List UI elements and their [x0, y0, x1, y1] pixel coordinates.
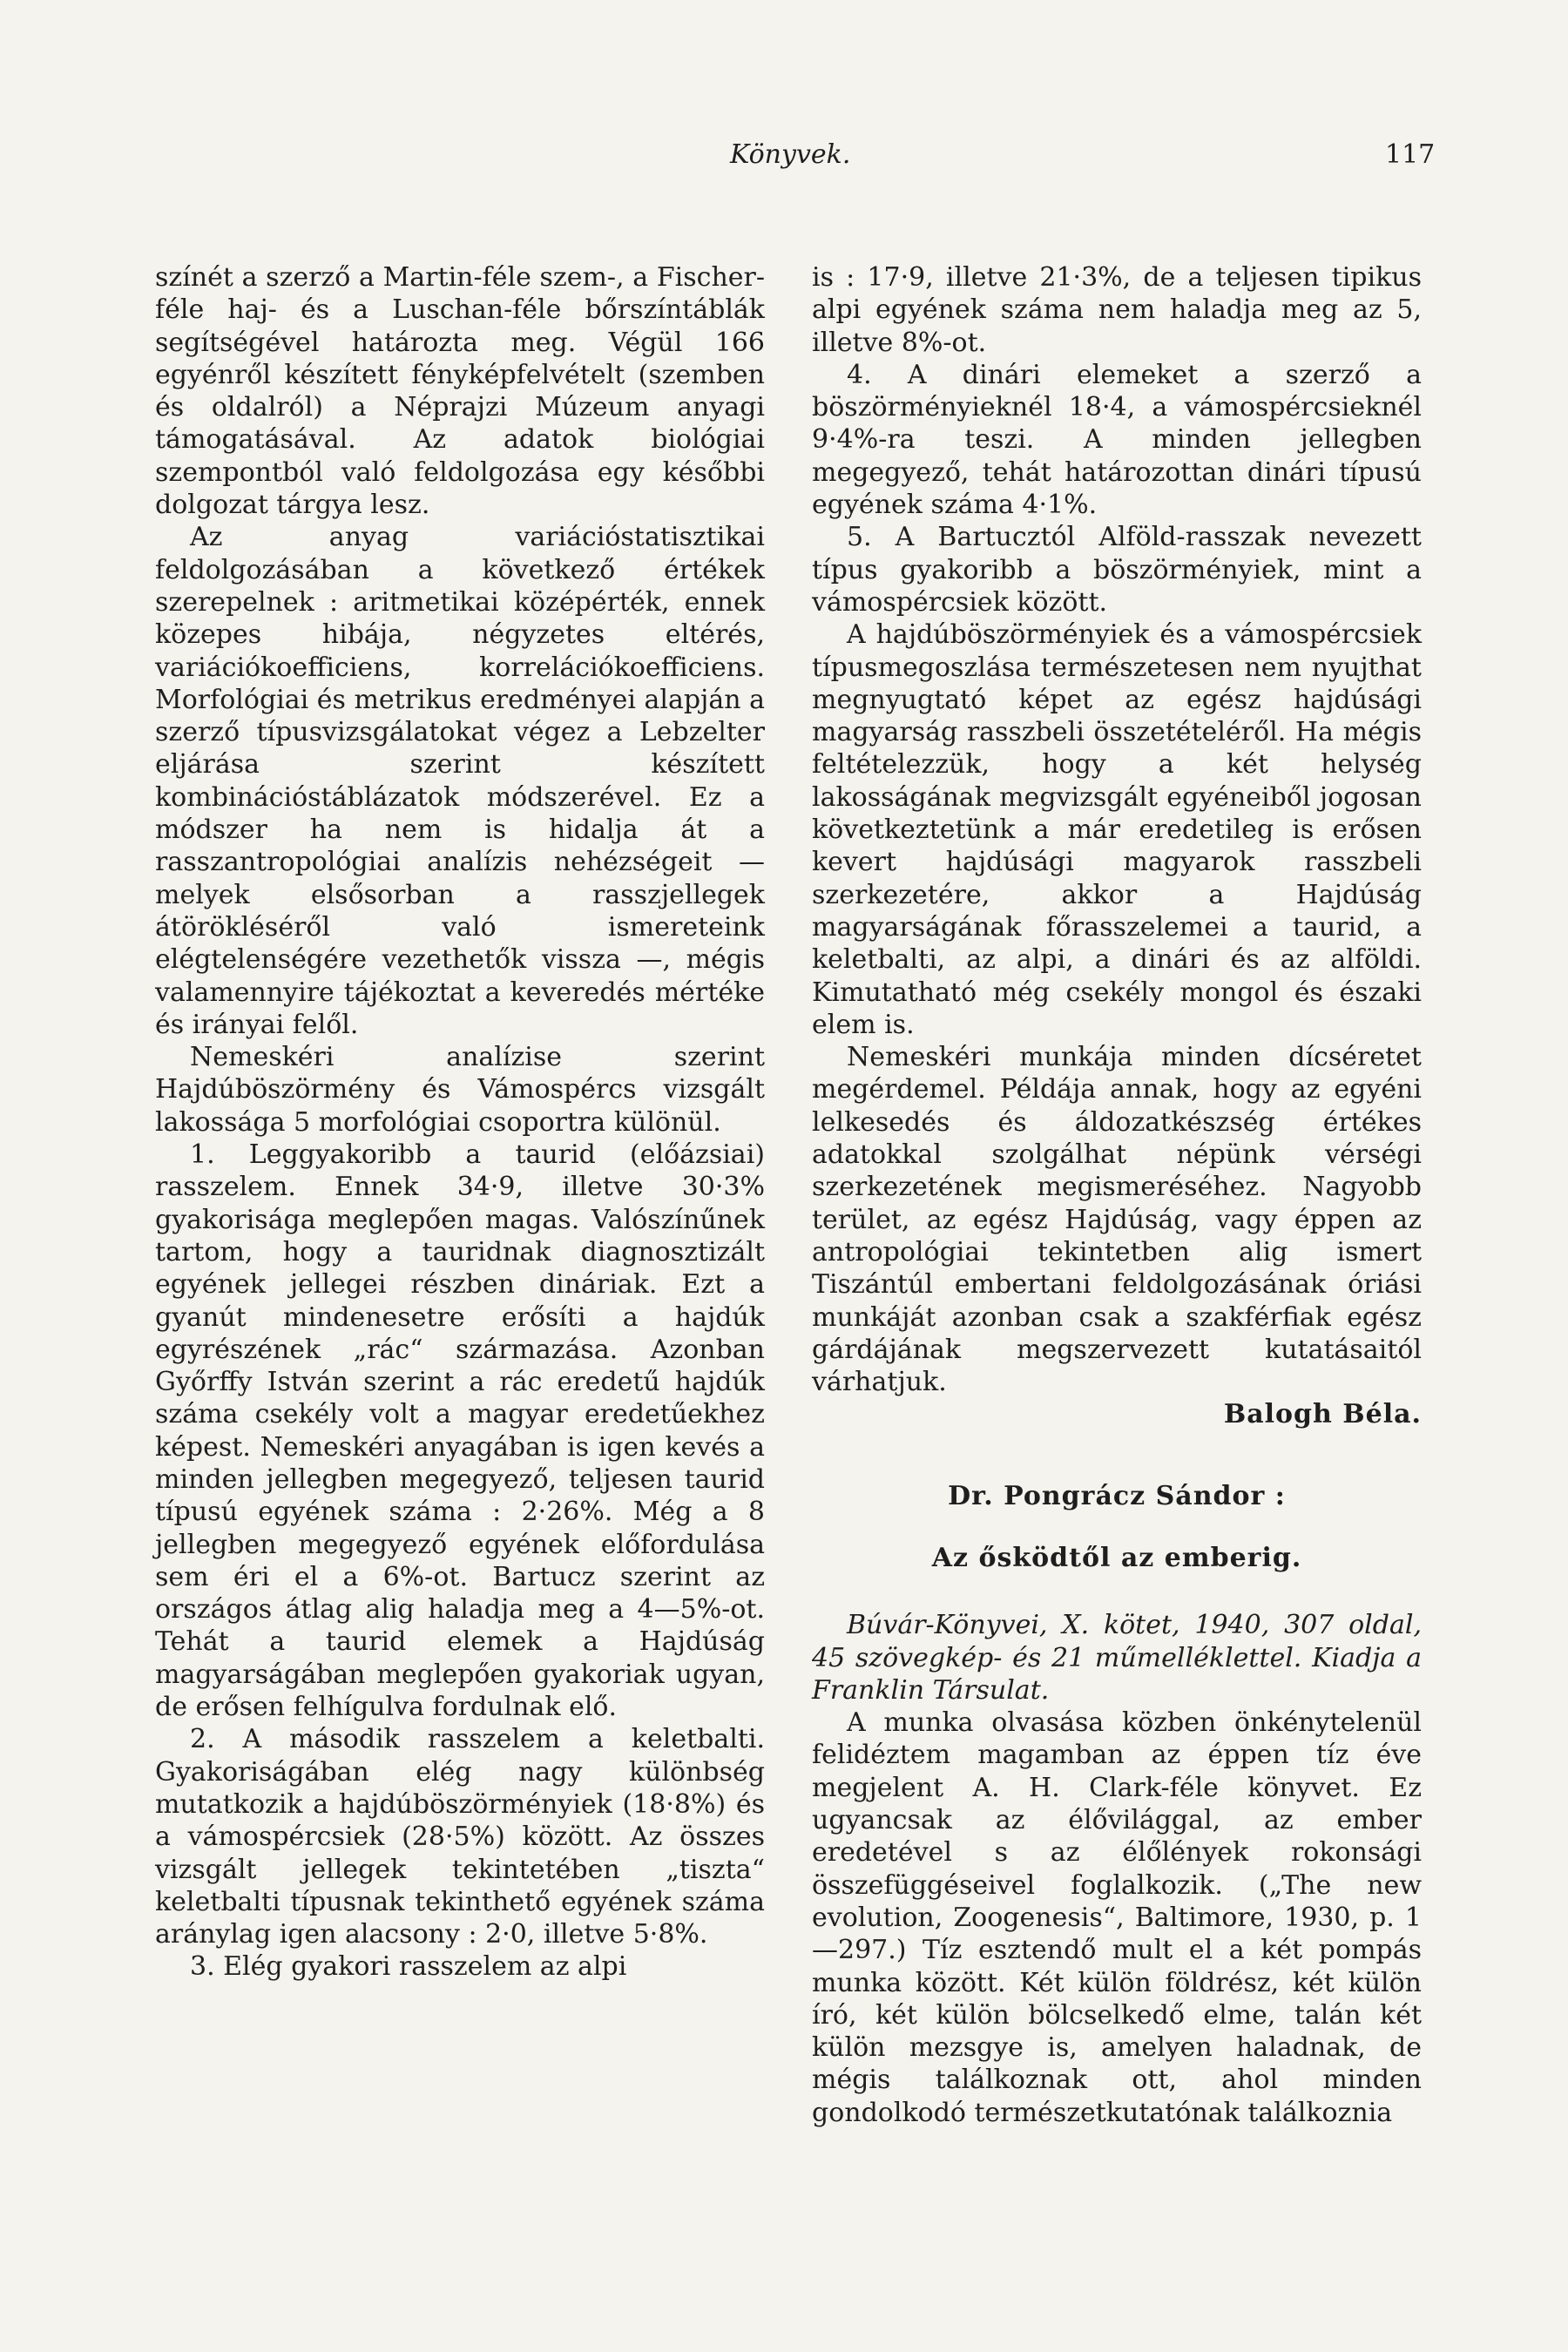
paragraph: 5. A Bartucztól Alföld-rasszak nevezett típus gyakoribb a böszörményiek, mint a vámospércsiek között. [812, 522, 1422, 618]
paragraph: 4. A dinári elemeket a szerző a böszörményieknél 18·4, a vámospércsieknél 9·4%-ra teszi. A minden jellegben megegyező, tehát határozottan dinári típusú egyének száma 4·1%. [812, 359, 1422, 521]
page-number: 117 [1385, 139, 1436, 170]
paragraph: színét a szerző a Martin-féle szem-, a Fischer-féle haj- és a Luschan-féle bőrszíntáblák segítségével határozta meg. Végül 166 egyénről készített fényképfelvételt (szemben és oldalról) a Néprajzi Múzeum anyagi támogatásával. Az adatok biológiai szempontból való feldolgozása egy későbbi dolgozat tárgya lesz. [155, 262, 765, 521]
bibliographic-note: Búvár-Könyvei, X. kötet, 1940, 307 oldal, 45 szövegkép- és 21 műmelléklettel. Kiadja a Franklin Társulat. [812, 1610, 1422, 1706]
paragraph: Nemeskéri analízise szerint Hajdúböszörmény és Vámospércs vizsgált lakossága 5 morfológiai csoportra különül. [155, 1042, 765, 1138]
paragraph: 2. A második rasszelem a keletbalti. Gyakoriságában elég nagy különbség mutatkozik a hajdúböszörményiek (18·8%) és a vámospércsiek (28·5%) között. Az összes vizsgált jellegek tekintetében „tiszta“ keletbalti típusnak tekinthető egyének száma aránylag igen alacsony : 2·0, illetve 5·8%. [155, 1724, 765, 1950]
paragraph: is : 17·9, illetve 21·3%, de a teljesen tipikus alpi egyének száma nem haladja meg az 5, illetve 8%-ot. [812, 262, 1422, 358]
running-head [0, 139, 1568, 174]
review-book-title: Az ősködtől az emberig. [931, 1542, 1302, 1573]
paragraph: 1. Leggyakoribb a taurid (előázsiai) rasszelem. Ennek 34·9, illetve 30·3% gyakorisága meglepően magas. Valószínűnek tartom, hogy a tauridnak diagnosztizált egyének jellegei részben dináriak. Ezt a gyanút mindenesetre erősíti a hajdúk egyrészének „rác“ származása. Azonban Győrffy István szerint a rác eredetű hajdúk száma csekély volt a magyar eredetűekhez képest. Nemeskéri anyagában is igen kevés a minden jellegben megegyező, teljesen taurid típusú egyének száma : 2·26%. Még a 8 jellegben megegyező egyének előfordulása sem éri el a 6%-ot. Bartucz szerint az országos átlag alig haladja meg a 4—5%-ot. Tehát a taurid elemek a Hajdúság magyarságában meglepően gyakoriak ugyan, de erősen felhígulva fordulnak elő. [155, 1139, 765, 1723]
paragraph: A hajdúböszörményiek és a vámospércsiek típusmegoszlása természetesen nem nyujthat megnyugtató képet az egész hajdúsági magyarság rasszbeli összetételéről. Ha mégis feltételezzük, hogy a két helység lakosságának megvizsgált egyéneiből jogosan következtetünk a már eredetileg is erősen kevert hajdúsági magyarok rasszbeli szerkezetére, akkor a Hajdúság magyarságának főrasszelemei a taurid, a keletbalti, az alpi, a dinári és az alföldi. Kimutatható még csekély mongol és északi elem is. [812, 619, 1422, 1040]
right-column [812, 261, 1422, 2129]
paragraph: Az anyag variációstatisztikai feldolgozásában a következő értékek szerepelnek : aritmetikai középérték, ennek közepes hibája, négyzetes eltérés, variációkoefficiens, korrelációkoefficiens. Morfológiai és metrikus eredményei alapján a szerző típusvizsgálatokat végez a Lebzelter eljárása szerint készített kombinációstáblázatok módszerével. Ez a módszer ha nem is hidalja át a rasszantropológiai analízis nehézségeit — melyek elsősorban a rasszjellegek átörökléséről való ismereteink elégtelenségére vezethetők vissza —, mégis valamennyire tájékoztat a keveredés mértéke és irányai felől. [155, 522, 765, 1040]
paragraph: A munka olvasása közben önkénytelenül felidéztem magamban az éppen tíz éve megjelent A. H. Clark-féle könyvet. Ez ugyancsak az élővilággal, az ember eredetével s az élőlények rokonsági összefüggéseivel foglalkozik. („The new evolution, Zoogenesis“, Baltimore, 1930, p. 1—297.) Tíz esztendő mult el a két pompás munka között. Két külön földrész, két külön író, két külön bölcselkedő elme, talán két külön mezsgye is, amelyen haladnak, de mégis találkoznak ott, ahol minden gondolkodó természetkutatónak találkoznia [812, 1707, 1422, 2128]
paragraph: Nemeskéri munkája minden dícséretet megérdemel. Példája annak, hogy az egyéni lelkesedés és áldozatkészség értékes adatokkal szolgálhat népünk vérségi szerkezetének megismeréséhez. Nagyobb terület, az egész Hajdúság, vagy éppen az antropológiai tekintetben alig ismert Tiszántúl embertani feldolgozásának óriási munkáját azonban csak a szakférfiak egész gárdájának megszervezett kutatásaitól várhatjuk. [812, 1042, 1422, 1398]
reviewer-signature: Balogh Béla. [1223, 1399, 1422, 1430]
paragraph: 3. Elég gyakori rasszelem az alpi [190, 1951, 627, 1983]
section-title: Könyvek. [730, 139, 851, 170]
review-author: Dr. Pongrácz Sándor : [948, 1480, 1286, 1511]
left-column [155, 261, 765, 1984]
